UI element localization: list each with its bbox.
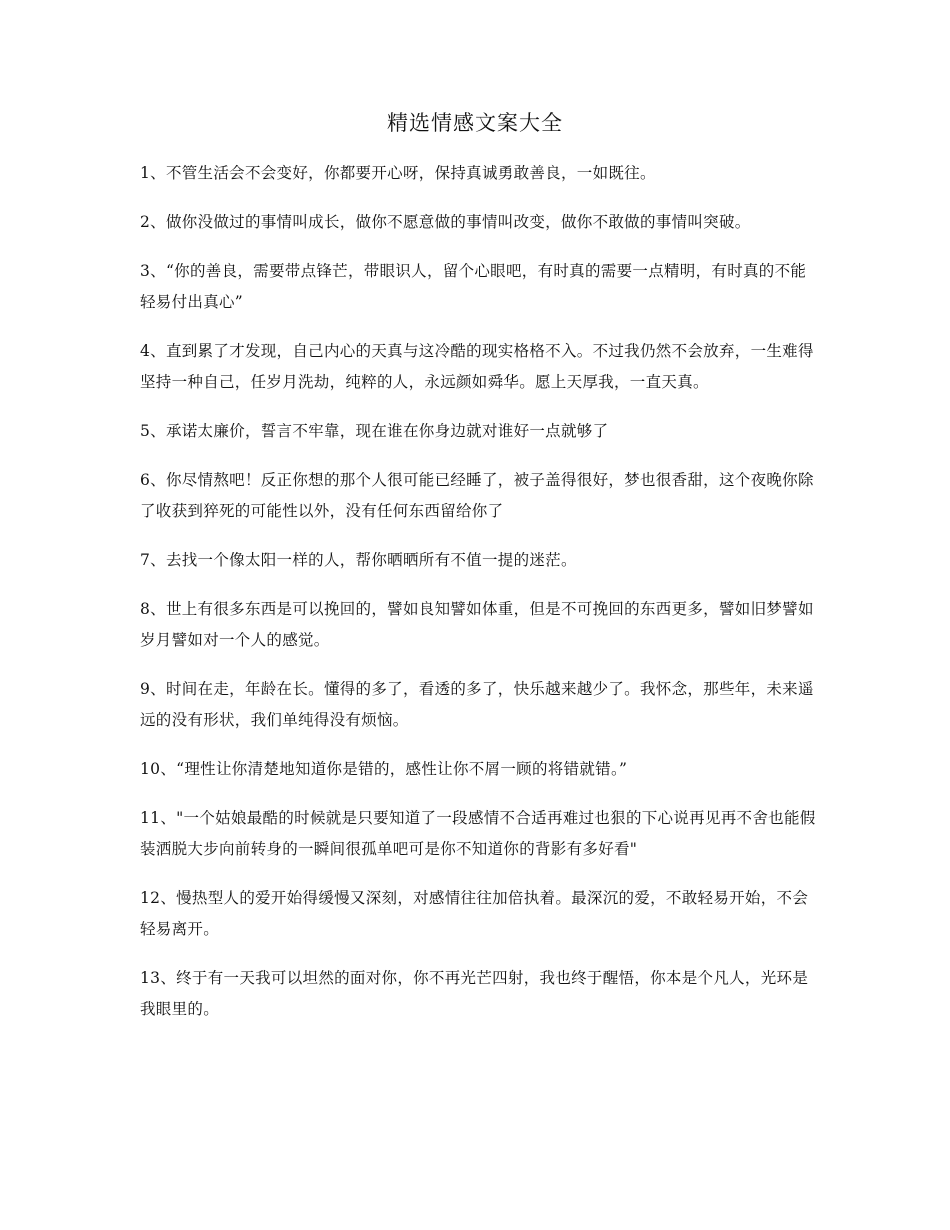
list-item-7: 7、去找一个像太阳一样的人，帮你晒晒所有不值一提的迷茫。 [140, 551, 577, 569]
list-item-6: 6、你尽情熬吧！反正你想的那个人很可能已经睡了，被子盖得很好，梦也很香甜，这个夜晚你除了收获到猝死的可能性以外，没有任何东西留给你了 [140, 471, 814, 520]
document-body [140, 158, 820, 1043]
list-item-11: 11、"一个姑娘最酷的时候就是只要知道了一段感情不合适再难过也狠的下心说再见再不舍也能假装洒脱大步向前转身的一瞬间很孤单吧可是你不知道你的背影有多好看" [140, 809, 816, 858]
list-item-4: 4、直到累了才发现，自己内心的天真与这冷酷的现实格格不入。不过我仍然不会放弃，一生难得坚持一种自己，任岁月洗劫，纯粹的人，永远颜如舜华。愿上天厚我，一直天真。 [140, 342, 814, 391]
document-title: 精选情感文案大全 [387, 111, 563, 135]
list-item-1: 1、不管生活会不会变好，你都要开心呀，保持真诚勇敢善良，一如既往。 [140, 164, 656, 182]
list-item-2: 2、做你没做过的事情叫成长，做你不愿意做的事情叫改变，做你不敢做的事情叫突破。 [140, 213, 751, 231]
list-item-8: 8、世上有很多东西是可以挽回的，譬如良知譬如体重，但是不可挽回的东西更多，譬如旧梦譬如岁月譬如对一个人的感觉。 [140, 600, 814, 649]
list-item-13: 13、终于有一天我可以坦然的面对你，你不再光芒四射，我也终于醒悟，你本是个凡人，光环是我眼里的。 [140, 969, 809, 1018]
list-item-3: 3、“你的善良，需要带点锋芒，带眼识人，留个心眼吧，有时真的需要一点精明，有时真的不能轻易付出真心” [140, 262, 807, 311]
list-item-9: 9、时间在走，年龄在长。懂得的多了，看透的多了，快乐越来越少了。我怀念，那些年，未来遥远的没有形状，我们单纯得没有烦恼。 [140, 680, 814, 729]
list-item-5: 5、承诺太廉价，誓言不牢靠，现在谁在你身边就对谁好一点就够了 [140, 422, 609, 440]
list-item-10: 10、“理性让你清楚地知道你是错的，感性让你不屑一顾的将错就错。” [140, 760, 628, 778]
list-item-12: 12、慢热型人的爱开始得缓慢又深刻，对感情往往加倍执着。最深沉的爱，不敢轻易开始，不会轻易离开。 [140, 889, 809, 938]
